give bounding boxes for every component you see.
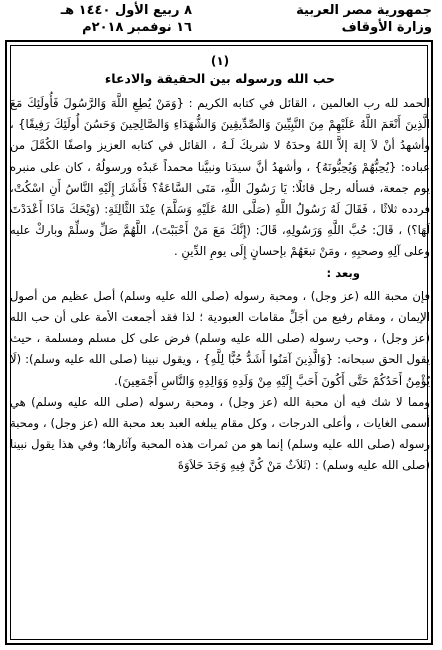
country-name: جمهورية مصر العربية	[296, 3, 432, 18]
paragraph-love-of-allah: فإن محبة الله (عز وجل) ، ومحبة رسوله (صلى الله عليه وسلم) أصل عظيم من أصول الإيمان ، ومقام رفيع من أجَلِّ مقامات العبودية ؛ لذا فقد أجمعت الأمة على أن حب الله (عز وجل) ، وحب رسوله (صلى الله عليه وسلم) فرض على كل مسلم ومسلمة ، حيث يقول الحق سبحانه: {وَالَّذِينَ آمَنُوا أَشَدُّ حُبًّا لِلَّهِ} ، ويقول نبينا (صلى الله عليه وسلم): (لَا يُؤْمِنُ أَحَدُكُمْ حَتَّى أَكُونَ أَحَبَّ إِلَيْهِ مِنْ وَلَدِهِ وَوَالِدِهِ وَالنَّاسِ أَجْمَعِينَ).	[10, 288, 430, 388]
article-body	[10, 54, 430, 646]
paragraph-intro: الحمد لله رب العالمين ، القائل في كتابه الكريم : {وَمَنْ يُطِعِ اللَّهَ وَالرَّسُولَ فَأُولَئِكَ مَعَ الَّذِينَ أَنْعَمَ اللَّهُ عَلَيْهِمْ مِنَ النَّبِيِّينَ وَالصِّدِّيقِينَ وَالشُّهَدَاءِ وَالصَّالِحِينَ وَحَسُنَ أُولَئِكَ رَفِيقًا} ، وأشهدُ أنْ لاَ إلهَ إلاَّ اللهُ وحدَهُ لا شريكَ لَـهُ ، القائل في كتابه العزيز واصفًا الكُمَّلَ من عباده: {يُحِبُّهُمْ وَيُحِبُّونَهُ} ، وأشهدُ أنَّ سيدَنا ونبيَّنا محمداً عَبدُه ورسولُهُ ، كان على منبره يوم جمعة، فسأله رجل قائلًا: يَا رَسُولَ اللَّهِ، مَتَى السَّاعَةُ؟ فَأَشَارَ إِلَيْهِ النَّاسُ أَنِ اسْكُتْ، فردده ثلاثًا ، فَقَالَ لَهُ رَسُولُ اللَّهِ (صَلَّى اللهُ عَلَيْهِ وَسَلَّمَ) عِنْدَ الثَّالِثَةِ: (وَيْحَكَ مَاذَا أَعْدَدْتَ لَهَا؟) ، قَالَ: حُبَّ اللَّهِ وَرَسُولِهِ، قَالَ: (إِنَّكَ مَعَ مَنْ أَحْبَبْتَ)، اللَّهُمَّ صَلِّ وسلِّمْ وباركْ عليه وعلى آلِهِ وصحبِهِ ، ومَنْ تبعَهُمْ بإحسانٍ إِلَى يومِ الدِّينِ .	[10, 96, 430, 259]
article-number: (١)	[210, 54, 230, 68]
ministry-block	[262, 2, 432, 36]
paragraph-highest-goal: ومما لا شك فيه أن محبة الله (عز وجل) ، ومحبة رسوله (صلى الله عليه وسلم) هي أسمى الغايات ، وأعلى الدرجات ، وكل مقام يبلغه العبد بعد محبة الله (عز وجل) ، ومحبة رسوله (صلى الله عليه وسلم) إنما هو من ثمرات هذه المحبة وآثارها؛ وفي هذا يقول نبينا (صلى الله عليه وسلم) : (ثَلاَثٌ مَنْ كُنَّ فِيهِ وَجَدَ حَلاَوَةَ	[10, 394, 430, 473]
subheading-after: وبعد :	[326, 265, 360, 280]
hijri-date: ٨ ربيع الأول ١٤٤٠ هـ	[60, 3, 192, 18]
date-block	[22, 2, 192, 36]
ministry-name: وزارة الأوقاف	[341, 20, 432, 35]
article-title: حب الله ورسوله بين الحقيقة والادعاء	[104, 71, 336, 86]
page-header	[0, 0, 442, 40]
gregorian-date: ١٦ نوفمبر ٢٠١٨م	[82, 20, 192, 35]
